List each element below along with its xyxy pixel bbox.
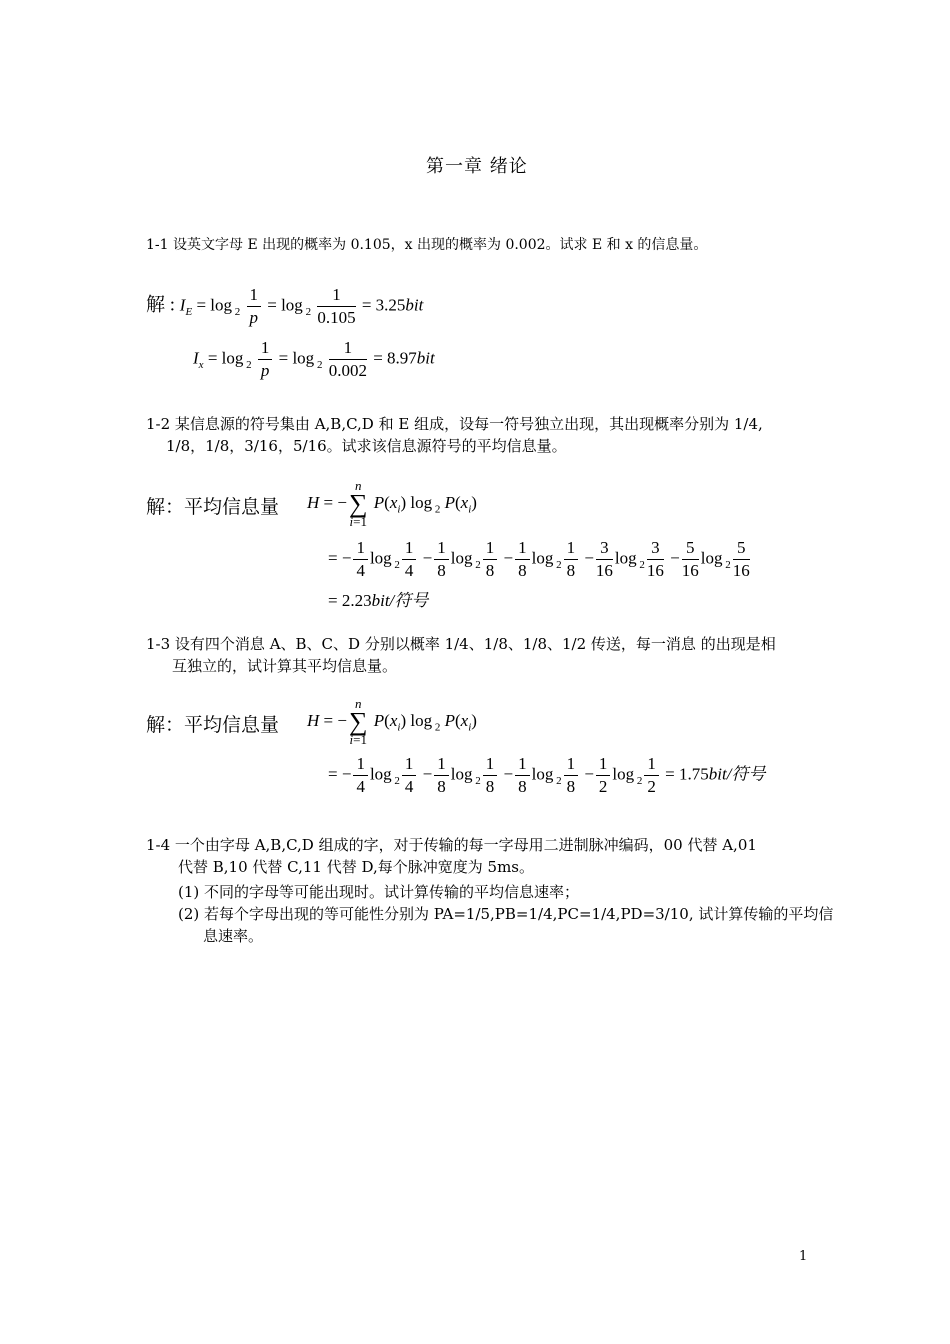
- solution-1-2-result: = 2.23bit/符号: [328, 591, 429, 610]
- solution-1-2-eq2: = − $\frac{1}{4}$ log $_2$ $\frac{1}{4}$ − $\frac{1}{8}$ log $_2$ $\frac{1}{8}$ − $\frac{1}{8}$ log $_2$ $\frac{1}{8}$ − $\frac{3}{16}$ log $_2$ $\frac{3}{16}$ − $\frac{5}{16}$ log $_2$ $\frac{5}{16}$: [328, 538, 750, 580]
- question-1-3-line1: 1-3 设有四个消息 A、B、C、D 分别以概率 1/4、1/8、1/8、1/2 传送，每一消息 的出现是相: [146, 635, 776, 653]
- page-number: 1: [799, 1249, 808, 1264]
- question-1-4-item1: (1) 不同的字母等可能出现时。试计算传输的平均信息速率；: [178, 883, 580, 901]
- solution-1-1-eq1: 解 : $I_E = \log _2$ $\frac{1}{p}$ = log $_2$ $\frac{1}{0.105}$ = 3.25bit: [146, 285, 424, 327]
- solution-label: 解 :: [146, 294, 180, 316]
- solution-1-3-label: 解：平均信息量: [146, 714, 280, 736]
- question-1-4-item2: (2) 若每个字母出现的等可能性分别为 PA=1/5,PB=1/4,PC=1/4,PD=3/10, 试计算传输的平均信: [178, 905, 834, 923]
- solution-1-3-eq2: = − $\frac{1}{4}$ log $_2$ $\frac{1}{4}$ − $\frac{1}{8}$ log $_2$ $\frac{1}{8}$ − $\frac{1}{8}$ log $_2$ $\frac{1}{8}$ − $\frac{1}{2}$ log $_2$ $\frac{1}{2}$ = 1.75bit/符号: [328, 754, 766, 796]
- question-1-1: 1-1 设英文字母 E 出现的概率为 0.105，x 出现的概率为 0.002。试求 E 和 x 的信息量。: [146, 237, 708, 253]
- question-1-2-line2: 1/8，1/8，3/16，5/16。试求该信息源符号的平均信息量。: [166, 437, 567, 455]
- solution-1-2-label: 解：平均信息量: [146, 496, 280, 518]
- question-1-4-line2: 代替 B,10 代替 C,11 代替 D,每个脉冲宽度为 5ms。: [178, 858, 535, 876]
- question-1-4-item2-cont: 息速率。: [203, 927, 264, 945]
- question-1-2-line1: 1-2 某信息源的符号集由 A,B,C,D 和 E 组成，设每一符号独立出现，其出现概率分别为 1/4,: [146, 415, 763, 433]
- question-1-3-line2: 互独立的，试计算其平均信息量。: [172, 657, 398, 675]
- solution-1-3-eq1: H = −n ∑ i=1 $P(x_i)$ log $_2$ $P(x_i)$: [307, 696, 477, 747]
- question-1-4-line1: 1-4 一个由字母 A,B,C,D 组成的字，对于传输的每一字母用二进制脉冲编码，00 代替 A,01: [146, 836, 757, 854]
- page-title: 第一章 绪论: [426, 156, 528, 177]
- solution-1-1-eq2: $I_x = \log _2$ $\frac{1}{p}$ = log $_2$ $\frac{1}{0.002}$ = 8.97bit: [193, 338, 435, 380]
- solution-1-2-eq1: H = −n ∑ i=1 $P(x_i)$ log $_2$ $P(x_i)$: [307, 478, 477, 529]
